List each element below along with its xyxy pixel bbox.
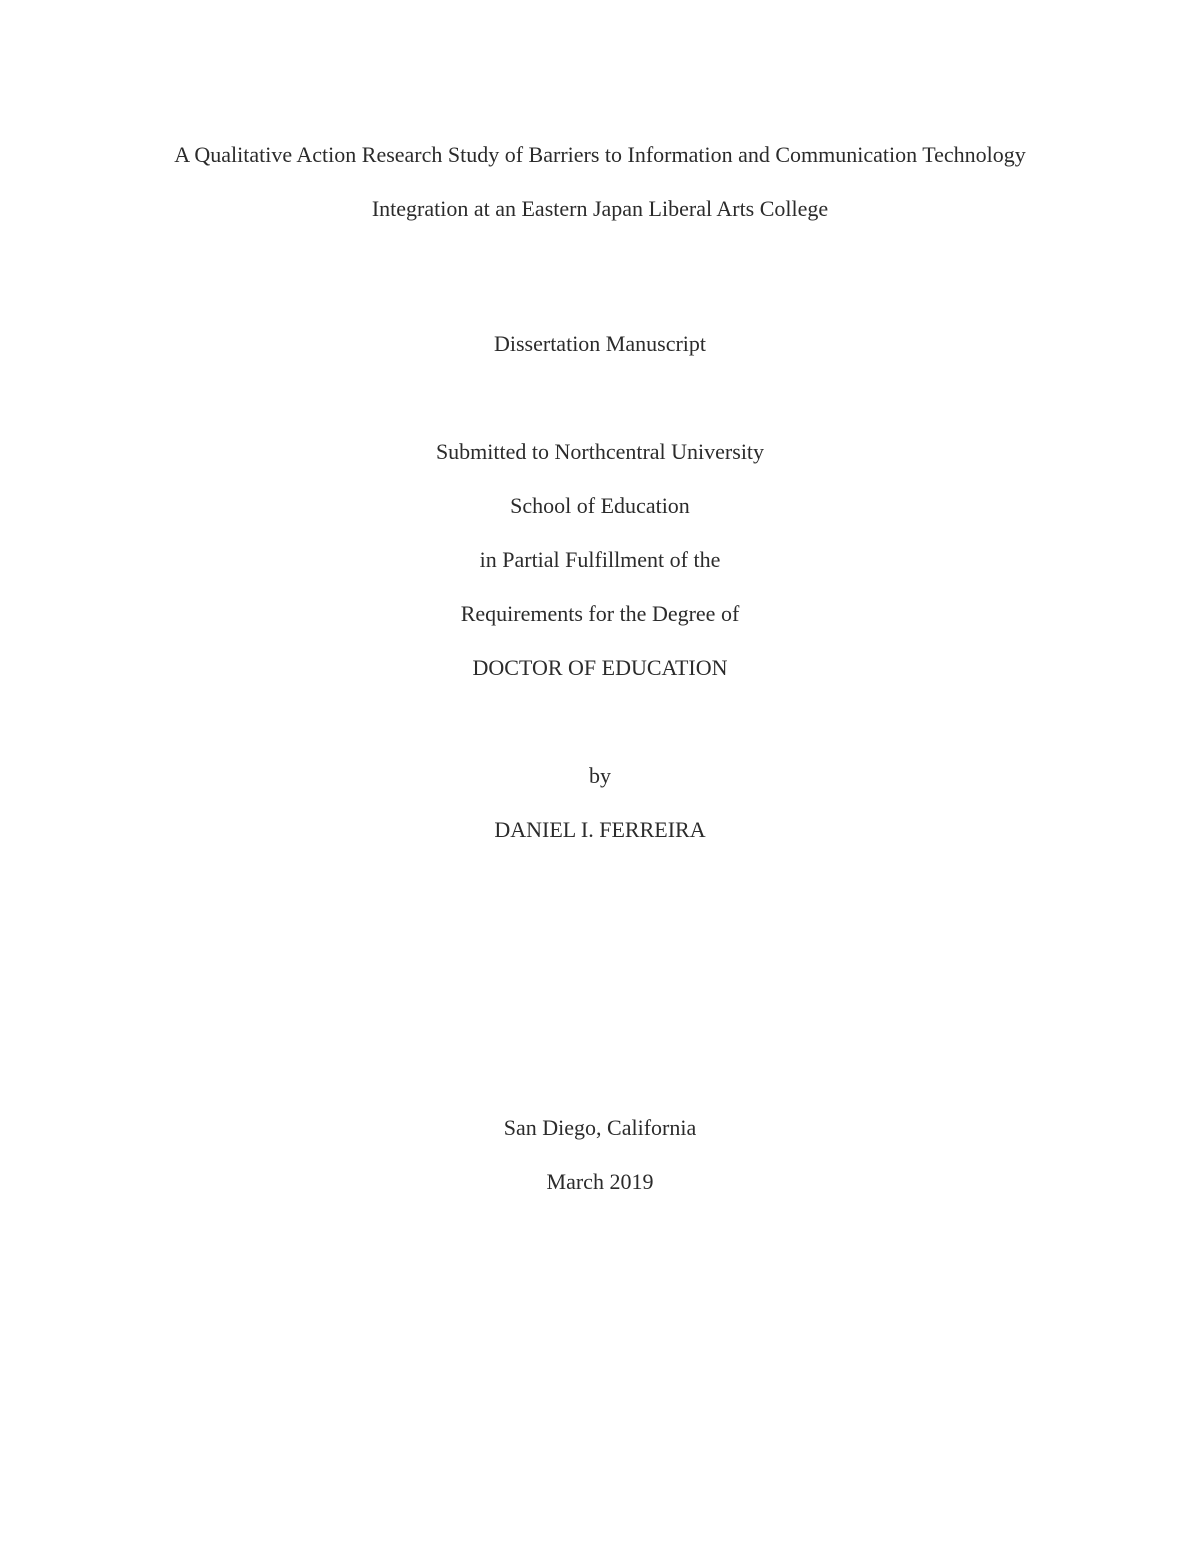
submission-university: Submitted to Northcentral University: [435, 439, 765, 464]
submission-fulfillment: in Partial Fulfillment of the: [479, 547, 721, 572]
document-type: Dissertation Manuscript: [493, 331, 707, 356]
title-line-2: Integration at an Eastern Japan Liberal Arts College: [371, 196, 829, 221]
degree-name: DOCTOR OF EDUCATION: [472, 655, 728, 680]
title-line-1: A Qualitative Action Research Study of Barriers to Information and Communication Technology: [174, 142, 1026, 167]
author-name: DANIEL I. FERREIRA: [494, 817, 706, 842]
author-by: by: [589, 763, 611, 788]
place: San Diego, California: [503, 1115, 697, 1140]
submission-school: School of Education: [510, 493, 690, 518]
date: March 2019: [546, 1169, 654, 1194]
submission-requirements: Requirements for the Degree of: [460, 601, 740, 626]
